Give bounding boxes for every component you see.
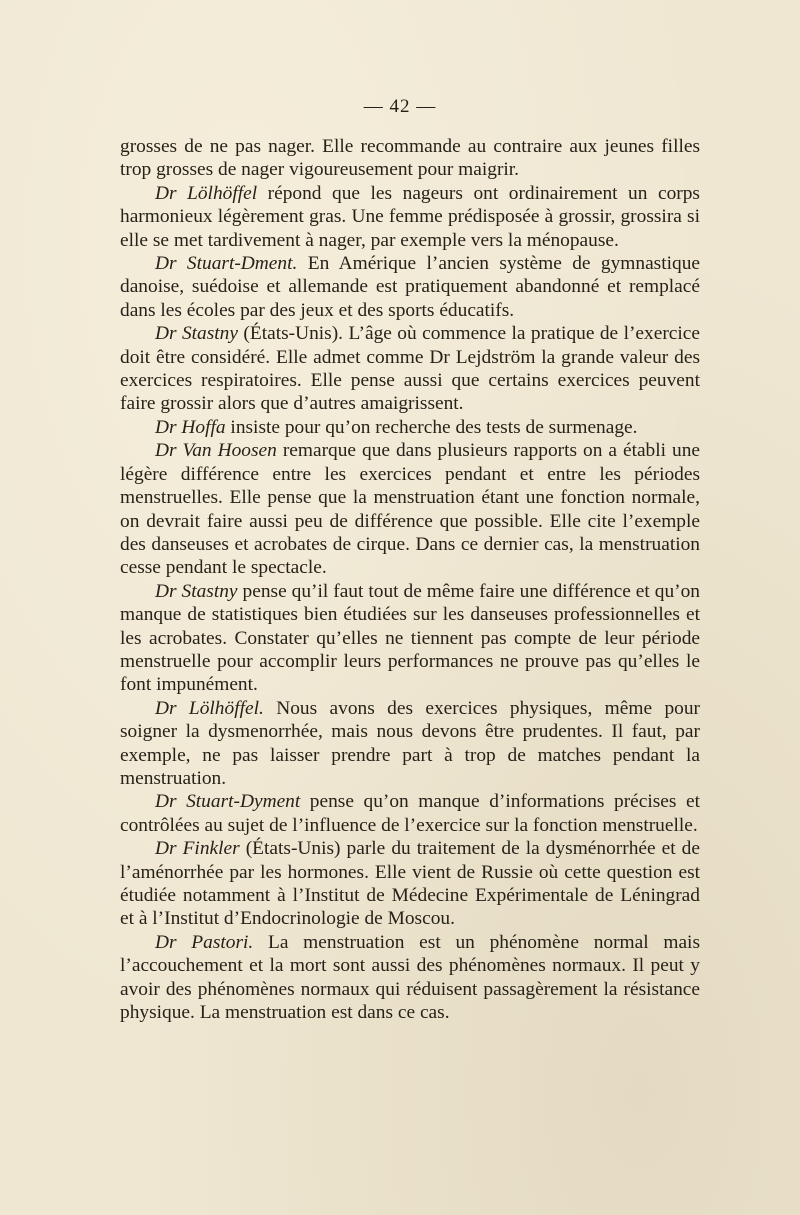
paragraph	[120, 252, 700, 322]
paragraph	[120, 931, 700, 1025]
paragraph-text: pense qu’on manque d’informations précises et contrôlées au sujet de l’influence de l’exercice sur la fonction menstruelle.	[120, 791, 700, 836]
paragraph-text: La menstruation est un phénomène normal mais l’accouchement et la mort sont aussi des phénomènes normaux. Il peut y avoir des phénomènes normaux qui réduisent passagèrement la résistance physique. La menstruation est dans ce cas.	[120, 931, 700, 1024]
paragraph-text: En Amérique l’ancien système de gymnastique danoise, suédoise et allemande est pratiquement abandonné et remplacé dans les écoles par des jeux et des sports éducatifs.	[120, 253, 700, 321]
paragraph-text: pense qu’il faut tout de même faire une différence et qu’on manque de statistiques bien étudiées sur les danseuses professionnelles et les acrobates. Constater qu’elles ne tiennent pas compte de leur période menstruelle pour accomplir leurs performances ne prouve pas qu’elles le font impunément.	[120, 580, 700, 696]
paragraph-text: grosses de ne pas nager. Elle recommande au contraire aux jeunes filles trop grosses de nager vigoureusement pour maigrir.	[120, 136, 700, 181]
speaker-name: Dr Stuart-Dment.	[155, 253, 298, 275]
page-number: — 42 —	[363, 96, 437, 117]
paragraph	[120, 439, 700, 579]
paragraph	[120, 182, 700, 252]
speaker-name: Dr Finkler	[155, 838, 240, 860]
speaker-name: Dr Stastny	[155, 323, 238, 345]
paragraph	[120, 416, 700, 439]
paragraph	[120, 697, 700, 791]
paragraph-text: remarque que dans plusieurs rapports on a établi une légère différence entre les exercices pendant et entre les périodes menstruelles. Elle pense que la menstruation étant une fonction normale, on devrait faire aussi peu de différence que possible. Elle cite l’exemple des danseuses et acrobates de cirque. Dans ce dernier cas, la menstruation cesse pendant le spectacle.	[120, 440, 701, 579]
paragraph-text: Nous avons des exercices physiques, même pour soigner la dysmenorrhée, mais nous devons être prudentes. Il faut, par exemple, ne pas laisser prendre part à trop de matches pendant la menstruation.	[120, 697, 700, 789]
paragraph	[120, 790, 700, 837]
speaker-name: Dr Lölhöffel.	[155, 697, 264, 719]
speaker-name: Dr Pastori.	[155, 931, 254, 953]
speaker-name: Dr Stastny	[155, 580, 238, 602]
paragraph-text: répond que les nageurs ont ordinairement un corps harmonieux légèrement gras. Une femme prédisposée à grossir, grossira si elle se met tardivement à nager, par exemple vers la ménopause.	[120, 182, 700, 251]
paragraph-text: insiste pour qu’on recherche des tests de surmenage.	[225, 416, 638, 438]
paragraph	[120, 135, 700, 182]
speaker-name: Dr Hoffa	[155, 416, 226, 438]
body-text	[120, 135, 700, 1024]
speaker-name: Dr Van Hoosen	[155, 440, 277, 462]
speaker-name: Dr Stuart-Dyment	[155, 791, 301, 813]
paragraph-text: (États-Unis) parle du traitement de la dysménorrhée et de l’aménorrhée par les hormones. Elle vient de Russie où cette question est étudiée notamment à l’Institut de Médecine Expérimentale de Léningrad et à l’Institut d’Endocrinologie de Moscou.	[120, 838, 700, 930]
paragraph-text: (États-Unis). L’âge où commence la pratique de l’exercice doit être considéré. Elle admet comme Dr Lejdström la grande valeur des exercices respiratoires. Elle pense aussi que certains exercices peuvent faire grossir alors que d’autres amaigrissent.	[120, 323, 700, 415]
paragraph	[120, 580, 700, 697]
paragraph	[120, 322, 700, 416]
speaker-name: Dr Lölhöffel	[155, 182, 258, 204]
paragraph	[120, 837, 700, 931]
